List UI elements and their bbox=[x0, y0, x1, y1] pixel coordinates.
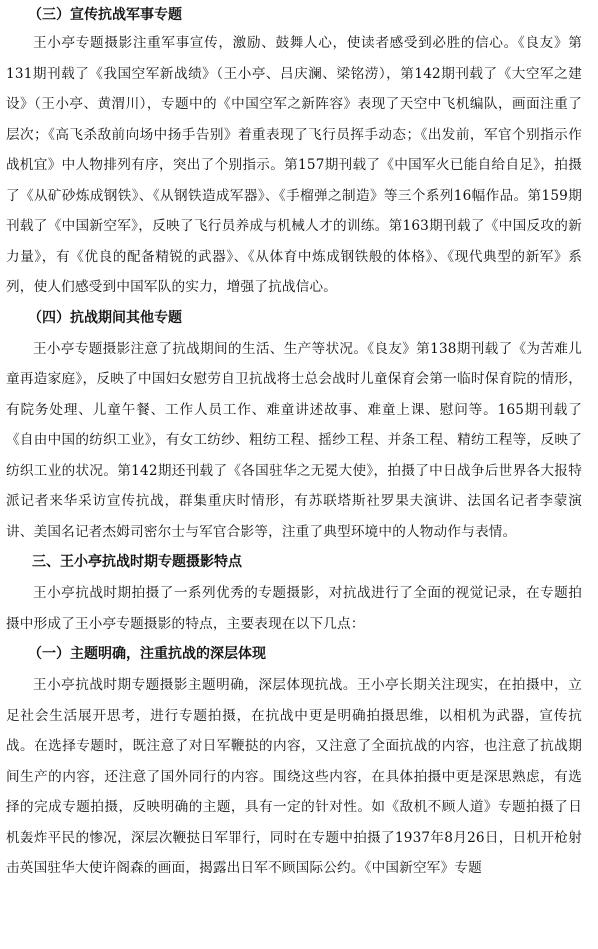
subheading-clear-theme: （一）主题明确，注重抗战的深层体现 bbox=[28, 646, 266, 662]
paragraph-clear-theme: 王小亭抗战时期专题摄影主题明确，深层体现抗战。王小亭长期关注现实，在拍摄中，立足社会生活展开思考，进行专题拍摄，在抗战中更是明确拍摄思维，以相机为武器，宣传抗战。在选择专题时，既注意了对日军鞭挞的内容，又注意了全面抗战的内容，也注意了抗战期间生产的内容，还注意了国外同行的内容。围绕这些内容，在具体拍摄中更是深思熟虑，有选择的完成专题拍摄，反映明确的主题，具有一定的针对性。如《敌机不顾人道》专题拍摄了日机轰炸平民的惨况，深层次鞭挞日军罪行，同时在专题中拍摄了1937年8月26日，日机开枪射击英国驻华大使许阁森的画面，揭露出日军不顾国际公约。《中国新空军》专题 bbox=[6, 677, 582, 876]
section-heading-characteristics: 三、王小亭抗战时期专题摄影特点 bbox=[32, 554, 242, 570]
paragraph-military-propaganda: 王小亭专题摄影注重军事宣传，激励、鼓舞人心，使读者感受到必胜的信心。《良友》第131期刊载了《我国空军新战绩》（王小亭、吕庆澜、梁铭涝），第142期刊载了《大空军之建设》（王小亭、黄渭川），专题中的《中国空军之新阵容》表现了天空中飞机编队，画面注重了层次；《高飞杀敌前向场中扬手告别》着重表现了飞行员挥手动态；《出发前，军官个别指示作战机宜》中人物排列有序，突出了个别指示。第157期刊载了《中国军火已能自给自足》，拍摄了《从矿砂炼成钢铁》、《从钢铁造成军器》、《手榴弹之制造》等三个系列16幅作品。第159期刊载了《中国新空军》，反映了飞行员养成与机械人才的训练。第163期刊载了《中国反攻的新力量》，有《优良的配备精锐的武器》、《从体育中炼成钢铁般的体格》、《现代典型的新军》系列，使人们感受到中国军队的实力，增强了抗战信心。 bbox=[6, 35, 582, 295]
subheading-military-propaganda: （三）宣传抗战军事专题 bbox=[28, 7, 182, 23]
paragraph-other-topics: 王小亭专题摄影注意了抗战期间的生活、生产等状况。《良友》第138期刊载了《为苦难儿童再造家庭》，反映了中国妇女慰劳自卫抗战将士总会战时儿童保育会第一临时保育院的情形，有院务处理、儿童午餐、工作人员工作、难童讲述故事、难童上课、慰问等。165期刊载了《自由中国的纺织工业》，有女工纺纱、粗纺工程、摇纱工程、并条工程、精纺工程等，反映了纺织工业的状况。第142期还刊载了《各国驻华之无冕大使》，拍摄了中日战争后世界各大报特派记者来华采访宣传抗战，群集重庆时情形，有苏联塔斯社罗果夫演讲、法国名记者李蒙演讲、美国名记者杰姆司密尔士与军官合影等，注重了典型环境中的人物动作与表情。 bbox=[6, 340, 582, 540]
paragraph-characteristics-intro: 王小亭抗战时期拍摄了一系列优秀的专题摄影，对抗战进行了全面的视觉记录，在专题拍摄中形成了王小亭专题摄影的特点，主要表现在以下几点： bbox=[6, 585, 582, 632]
subheading-other-topics: （四）抗战期间其他专题 bbox=[28, 309, 182, 326]
